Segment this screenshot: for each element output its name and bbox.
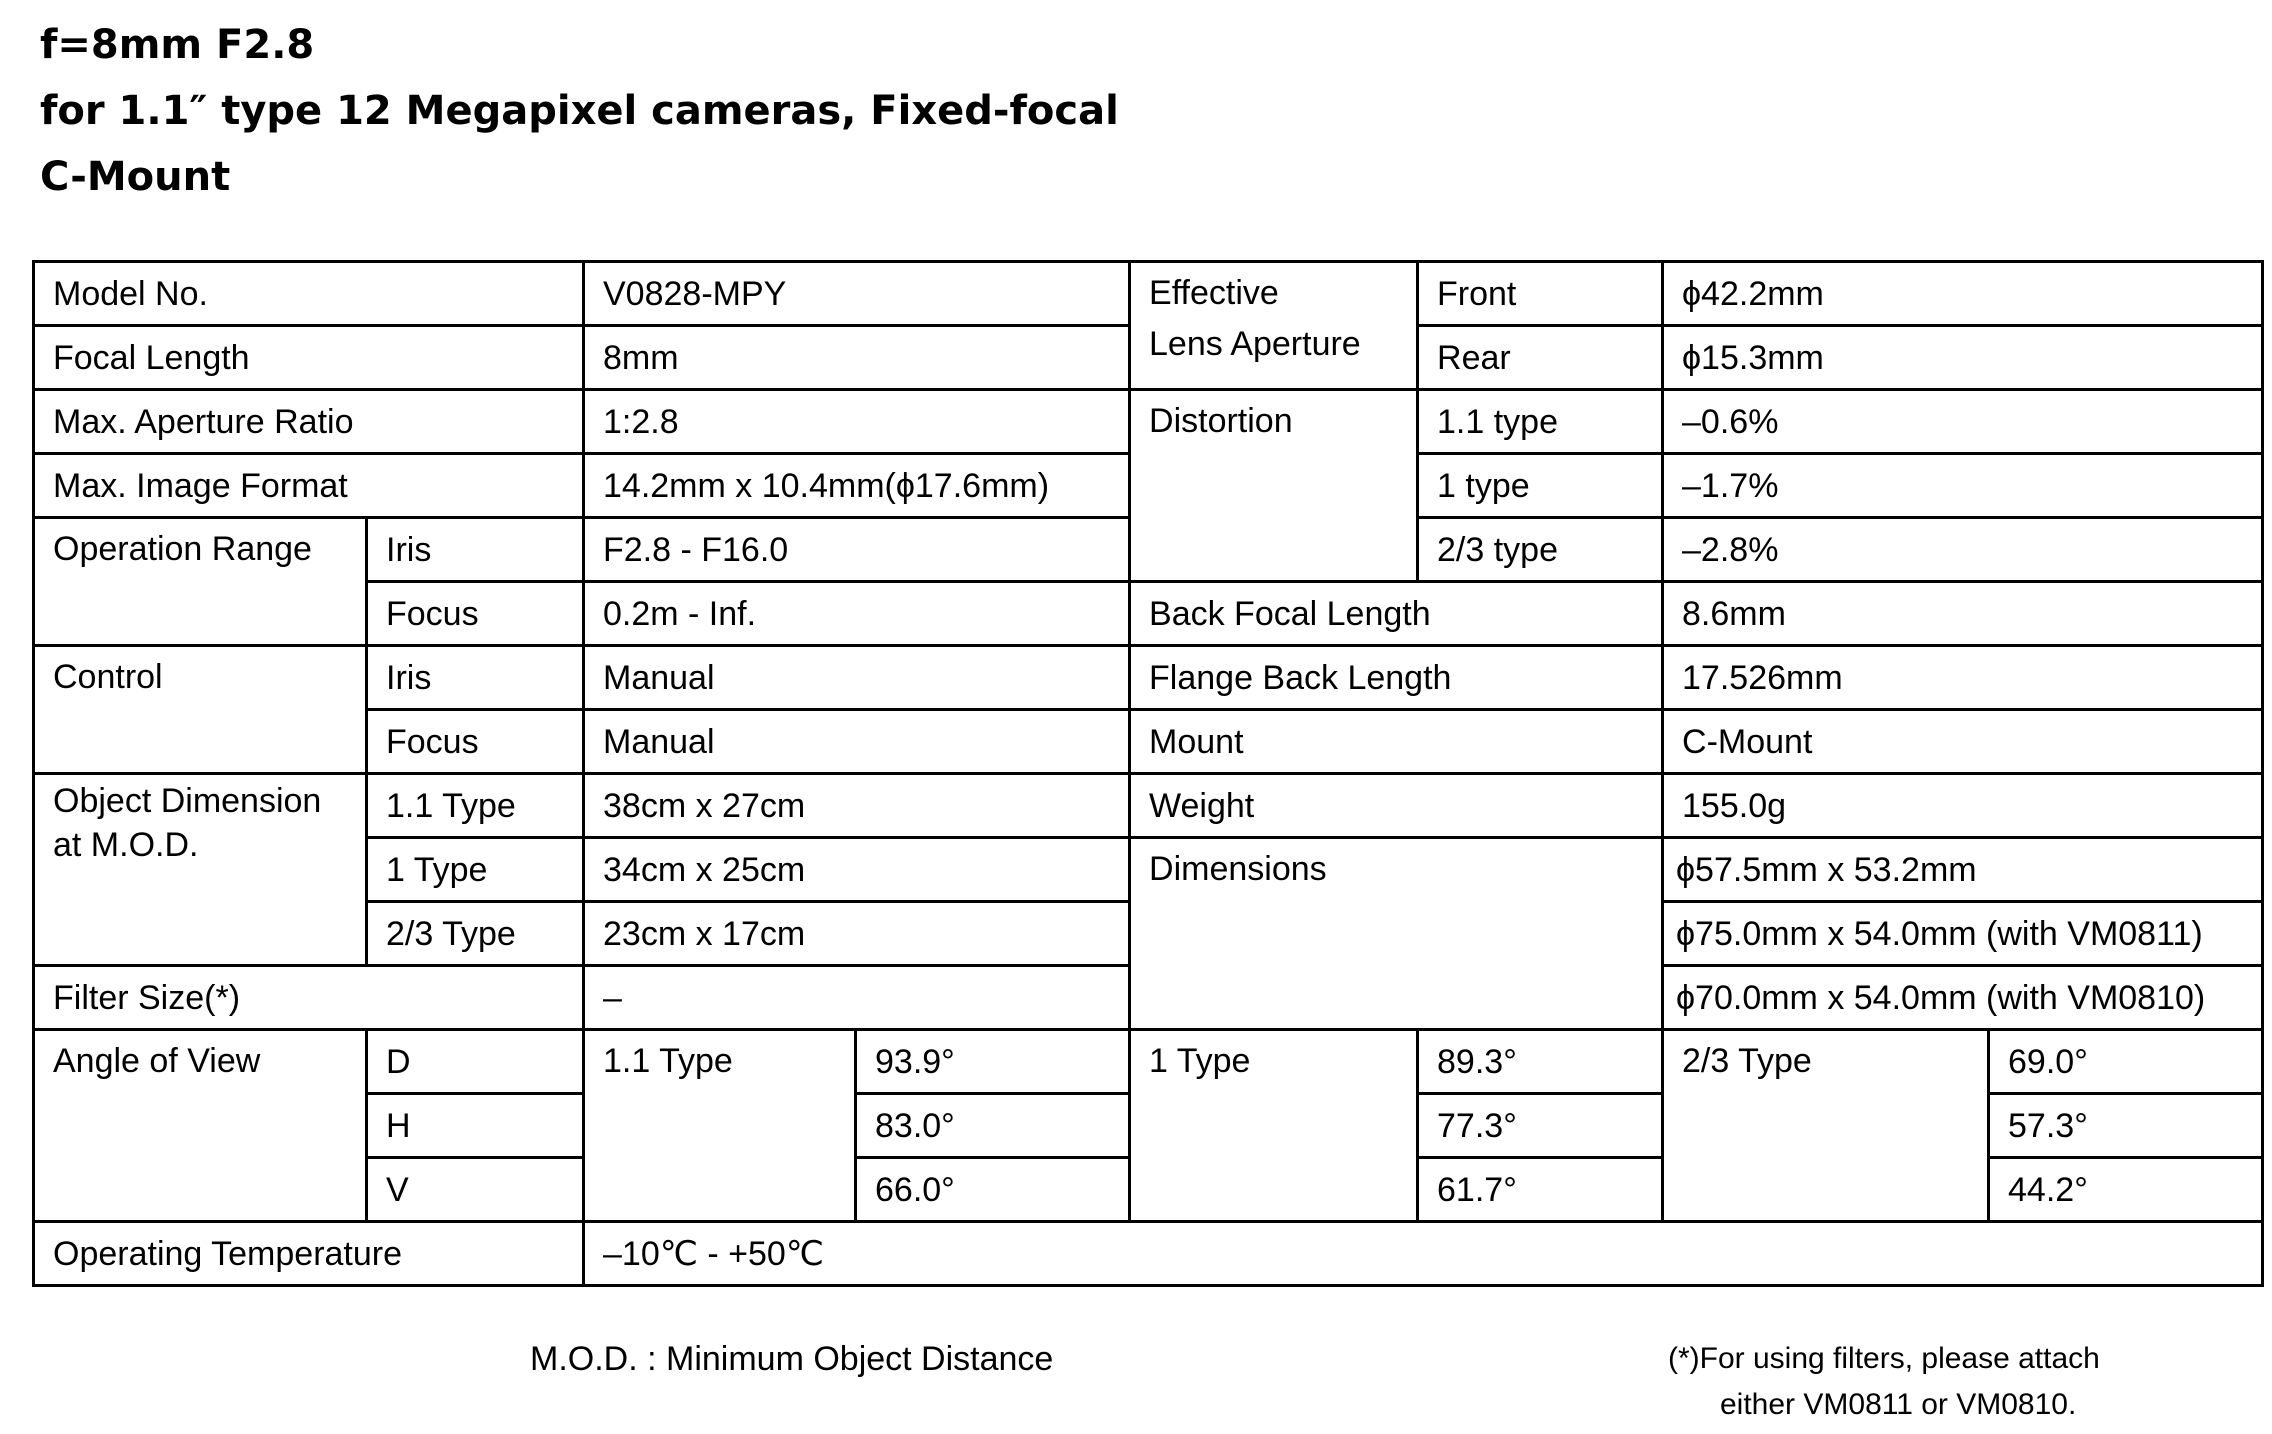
filter-footnote-line2: either VM0811 or VM0810. [1720,1388,2077,1421]
table-row [34,1030,2263,1094]
distortion-23-value: –2.8% [1663,518,2263,582]
dimensions-value-3: ϕ70.0mm x 54.0mm (with VM0810) [1663,966,2263,1030]
aov-1-h: 77.3° [1418,1094,1663,1158]
effective-label-line2: Lens Aperture [1149,325,1361,363]
aov-11-label: 1.1 Type [584,1030,856,1222]
aperture-ratio-value: 1:2.8 [584,390,1130,454]
effective-rear-label: Rear [1418,326,1663,390]
op-iris-value: F2.8 - F16.0 [584,518,1130,582]
back-focal-length-label: Back Focal Length [1130,582,1663,646]
distortion-23-label: 2/3 type [1418,518,1663,582]
aov-11-h: 83.0° [856,1094,1130,1158]
filter-size-value: – [584,966,1130,1030]
od-23-label: 2/3 Type [367,902,584,966]
aov-11-d: 93.9° [856,1030,1130,1094]
distortion-label: Distortion [1130,390,1418,582]
aov-23-label: 2/3 Type [1663,1030,1989,1222]
focal-length-value: 8mm [584,326,1130,390]
image-format-value: 14.2mm x 10.4mm(ϕ17.6mm) [584,454,1130,518]
header-camera-type: for 1.1″ type 12 Megapixel cameras, Fixed-focal [40,88,1119,134]
aov-h-label: H [367,1094,584,1158]
table-row [34,646,2263,710]
weight-value: 155.0g [1663,774,2263,838]
op-focus-value: 0.2m - Inf. [584,582,1130,646]
aov-11-v: 66.0° [856,1158,1130,1222]
weight-label: Weight [1130,774,1663,838]
table-row [34,838,2263,902]
aov-1-v: 61.7° [1418,1158,1663,1222]
aov-23-h: 57.3° [1989,1094,2263,1158]
image-format-label: Max. Image Format [34,454,584,518]
back-focal-length-value: 8.6mm [1663,582,2263,646]
flange-back-label: Flange Back Length [1130,646,1663,710]
model-label: Model No. [34,262,584,326]
page-header [40,12,1119,210]
operating-temperature-label: Operating Temperature [34,1222,584,1286]
aperture-ratio-label: Max. Aperture Ratio [34,390,584,454]
aov-23-d: 69.0° [1989,1030,2263,1094]
mount-value: C-Mount [1663,710,2263,774]
dimensions-value-2: ϕ75.0mm x 54.0mm (with VM0811) [1663,902,2263,966]
distortion-11-label: 1.1 type [1418,390,1663,454]
control-label: Control [34,646,367,774]
effective-label-line1: Effective [1149,274,1279,312]
op-iris-label: Iris [367,518,584,582]
distortion-11-value: –0.6% [1663,390,2263,454]
aov-v-label: V [367,1158,584,1222]
table-row [34,774,2263,838]
dimensions-value-1: ϕ57.5mm x 53.2mm [1663,838,2263,902]
header-focal-aperture: f=8mm F2.8 [40,22,315,68]
operation-range-label: Operation Range [34,518,367,646]
ctrl-iris-label: Iris [367,646,584,710]
filter-footnote-line1: (*)For using filters, please attach [1668,1342,2100,1375]
filter-footnote [1668,1336,2100,1428]
od-11-value: 38cm x 27cm [584,774,1130,838]
spec-table [32,260,2264,1287]
aov-d-label: D [367,1030,584,1094]
distortion-1-label: 1 type [1418,454,1663,518]
dimensions-label: Dimensions [1130,838,1663,1030]
distortion-1-value: –1.7% [1663,454,2263,518]
od-1-label: 1 Type [367,838,584,902]
ctrl-focus-value: Manual [584,710,1130,774]
focal-length-label: Focal Length [34,326,584,390]
od-23-value: 23cm x 17cm [584,902,1130,966]
od-1-value: 34cm x 25cm [584,838,1130,902]
filter-size-label: Filter Size(*) [34,966,584,1030]
object-dimension-label: Object Dimension at M.O.D. [34,774,367,966]
ctrl-iris-value: Manual [584,646,1130,710]
angle-of-view-label: Angle of View [34,1030,367,1222]
effective-front-value: ϕ42.2mm [1663,262,2263,326]
flange-back-value: 17.526mm [1663,646,2263,710]
table-row [34,262,2263,326]
table-row [34,390,2263,454]
effective-rear-value: ϕ15.3mm [1663,326,2263,390]
aov-1-label: 1 Type [1130,1030,1418,1222]
od-11-label: 1.1 Type [367,774,584,838]
aov-23-v: 44.2° [1989,1158,2263,1222]
ctrl-focus-label: Focus [367,710,584,774]
effective-front-label: Front [1418,262,1663,326]
effective-aperture-label [1130,262,1418,390]
operating-temperature-value: –10℃ - +50℃ [584,1222,2263,1286]
op-focus-label: Focus [367,582,584,646]
mount-label: Mount [1130,710,1663,774]
table-row [34,582,2263,646]
table-row [34,710,2263,774]
header-mount: C-Mount [40,154,231,200]
table-row [34,1222,2263,1286]
mod-footnote: M.O.D. : Minimum Object Distance [530,1340,1054,1378]
aov-1-d: 89.3° [1418,1030,1663,1094]
model-value: V0828-MPY [584,262,1130,326]
